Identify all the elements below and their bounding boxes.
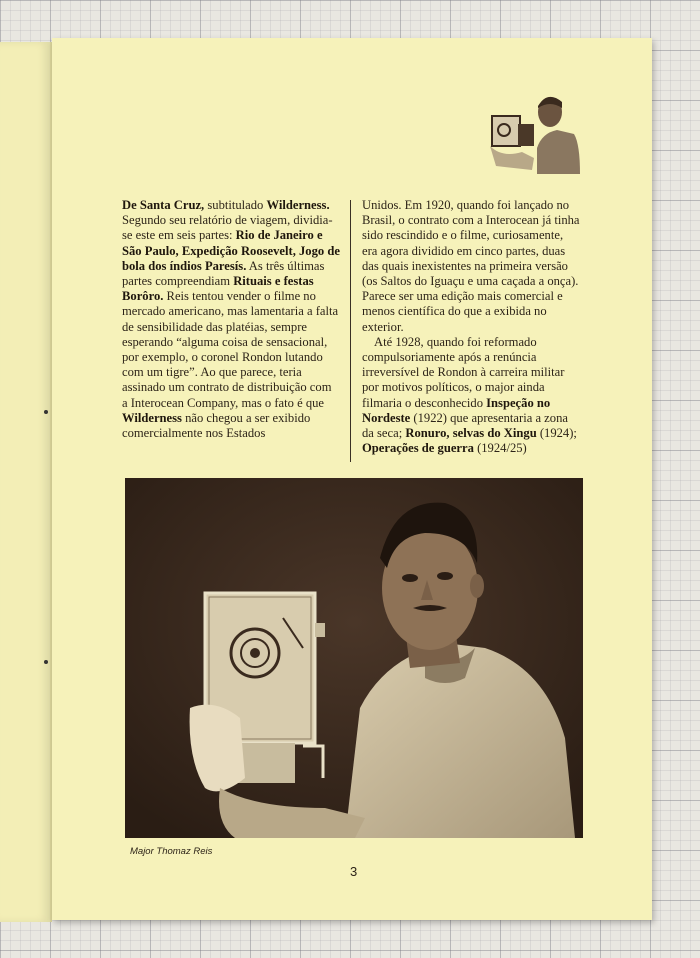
text-run: (1922) que apresentaria a zona da seca;: [362, 410, 568, 441]
staple: [44, 410, 48, 414]
body-paragraph: Unidos. Em 1920, quando foi lançado no Brasil, o contrato com a Interocean já tinha sido rescindido e o filme, curiosamente, era agora dividido em cinco partes, duas das quais inexistentes na primeira versão (os Saltos do Iguaçu e uma caçada a onça). Parece ser uma edição mais comercial e menos científica do que a exibida no exterior.: [362, 198, 580, 334]
bold-title-run: Operações de guerra: [362, 441, 474, 456]
text-run: As três últimas partes compreendiam: [122, 258, 325, 289]
text-column-left: [122, 198, 340, 441]
bold-title-run: Inspeção no Nordeste: [362, 395, 551, 425]
text-run: (1924/25): [473, 441, 527, 456]
bold-title-run: Rituais e festas Borôro.: [122, 274, 314, 304]
bold-title-run: Wilderness: [122, 410, 182, 425]
page-number: 3: [350, 864, 358, 879]
booklet-page: [52, 38, 652, 920]
bold-title-run: De Santa Cruz,: [122, 198, 205, 212]
bold-title-run: Wilderness.: [266, 198, 330, 212]
photo-caption: Major Thomaz Reis: [130, 846, 213, 857]
text-column-right: [362, 198, 580, 456]
body-paragraph: [362, 335, 580, 457]
text-run: não chegou a ser exibido comercialmente nos Estados: [122, 410, 311, 441]
body-paragraph: [122, 198, 340, 441]
previous-page-edge: [0, 42, 52, 922]
staple: [44, 660, 48, 664]
text-run: Até 1928, quando foi reformado compulsoriamente após a renúncia irreversível de Rondon à carreira militar por motivos políticos, o major ainda filmaria o desconhecido: [362, 334, 565, 410]
text-run: Segundo seu relatório de viagem, dividia-se este em seis partes:: [122, 213, 333, 243]
main-photo: [125, 478, 583, 838]
bold-title-run: Ronuro, selvas do Xingu: [405, 426, 537, 441]
text-run: subtitulado: [204, 198, 267, 212]
column-divider: [350, 200, 351, 462]
thumbnail-photo: [482, 78, 582, 174]
text-run: Reis tentou vender o filme no mercado americano, mas lamentaria a falta de sensibilidade das platéias, sempre esperando “alguma coisa de sensacional, por exemplo, o coronel Rondon lutando com um tigre”. Ao que parece, teria assinado um contrato de distribuição com a Interocean Company, mas o fato é que: [122, 289, 339, 410]
text-run: (1924);: [536, 426, 577, 441]
bold-title-run: Rio de Janeiro e São Paulo, Expedição Roosevelt, Jogo de bola dos índios Paresís.: [122, 228, 340, 273]
